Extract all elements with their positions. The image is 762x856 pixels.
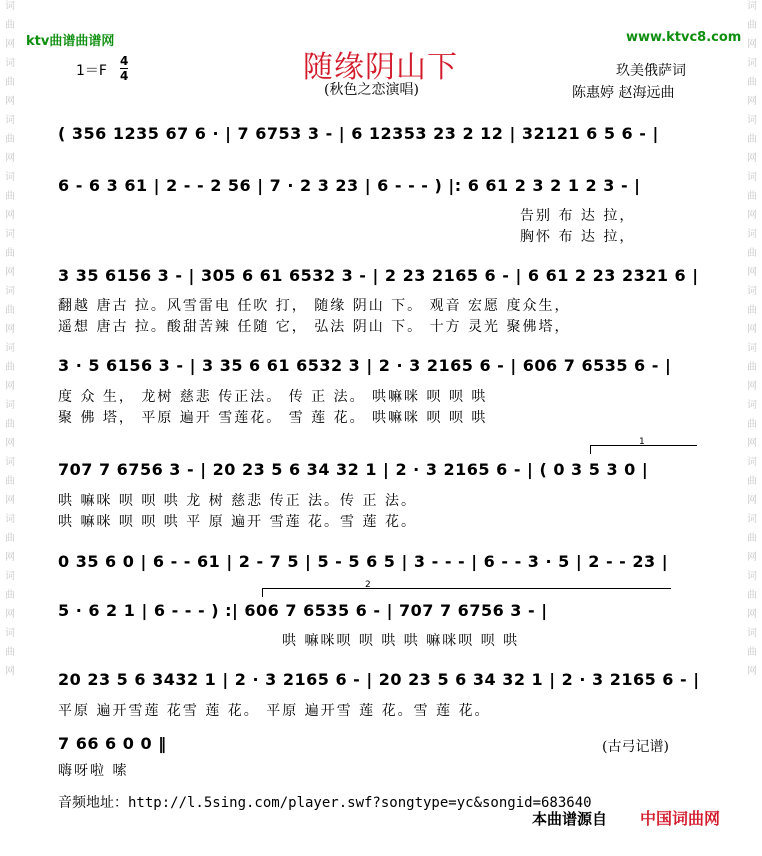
watermark-char: 词: [747, 457, 757, 468]
left-watermark-strip: [2, 0, 18, 684]
audio-label: 音频地址：: [58, 795, 128, 811]
lyric-row-2-verse-1: 告别 布 达 拉，: [520, 208, 636, 224]
watermark-char: 词: [5, 571, 15, 582]
watermark-char: 网: [5, 495, 15, 506]
audio-address: [58, 792, 592, 812]
watermark-char: 词: [5, 457, 15, 468]
performer-subtitle: (秋色之恋演唱): [324, 82, 419, 98]
watermark-char: 曲: [5, 248, 15, 259]
watermark-char: 网: [747, 495, 757, 506]
watermark-char: 曲: [747, 191, 757, 202]
watermark-char: 网: [5, 552, 15, 563]
watermark-char: 曲: [5, 419, 15, 430]
watermark-char: 词: [747, 343, 757, 354]
watermark-char: 词: [747, 115, 757, 126]
song-title: 随缘阴山下: [303, 50, 458, 85]
watermark-char: 词: [747, 229, 757, 240]
meter-bottom: 4: [120, 69, 129, 83]
watermark-char: 曲: [5, 134, 15, 145]
watermark-char: 词: [5, 514, 15, 525]
watermark-char: 曲: [747, 77, 757, 88]
score-row-1: ( 356 1235 67 6 · | 7 6753 3 - | 6 12353 23 2 12 | 32121 6 5 6 - |: [58, 124, 659, 143]
watermark-char: 网: [5, 324, 15, 335]
watermark-char: 曲: [5, 476, 15, 487]
lyric-row-3-verse-1: 翻越 唐古 拉。风雪雷电 任吹 打， 随缘 阴山 下。 观音 宏愿 度众生，: [58, 298, 571, 314]
watermark-char: 词: [5, 286, 15, 297]
watermark-char: 曲: [5, 305, 15, 316]
watermark-char: 词: [5, 58, 15, 69]
watermark-char: 网: [747, 267, 757, 278]
lyric-row-5-verse-2: 哄 嘛咪 呗 呗 哄 平 原 遍开 雪莲 花。雪 莲 花。: [58, 514, 417, 530]
watermark-char: 词: [5, 343, 15, 354]
first-ending-bracket: [590, 437, 697, 454]
watermark-char: 曲: [747, 20, 757, 31]
lyric-row-8: 平原 遍开雪莲 花雪 莲 花。 平原 遍开雪 莲 花。雪 莲 花。: [58, 703, 491, 719]
watermark-char: 网: [747, 324, 757, 335]
watermark-char: 网: [747, 666, 757, 677]
watermark-char: 词: [747, 58, 757, 69]
second-ending-bracket: [262, 580, 671, 597]
watermark-char: 网: [747, 96, 757, 107]
lyricist-credit: 玖美俄萨词: [616, 63, 686, 79]
watermark-char: 词: [5, 115, 15, 126]
source-site-logo[interactable]: 中国词曲网: [640, 809, 721, 828]
time-signature: [120, 55, 128, 82]
lyric-row-4-verse-2: 聚 佛 塔， 平原 遍开 雪莲花。 雪 莲 花。 哄嘛咪 呗 呗 哄: [58, 410, 488, 426]
site-watermark-right: www.ktvc8.com: [626, 30, 742, 45]
watermark-char: 词: [747, 1, 757, 12]
watermark-char: 词: [747, 400, 757, 411]
score-row-5: 707 7 6756 3 - | 20 23 5 6 34 32 1 | 2 · 3 2165 6 - | ( 0 3 5 3 0 |: [58, 460, 649, 479]
watermark-char: 网: [5, 381, 15, 392]
lyric-row-7: 哄 嘛咪呗 呗 哄 哄 嘛咪呗 呗 哄: [282, 633, 520, 649]
watermark-char: 网: [747, 39, 757, 50]
watermark-char: 词: [5, 172, 15, 183]
score-row-8: 20 23 5 6 3432 1 | 2 · 3 2165 6 - | 20 23 5 6 34 32 1 | 2 · 3 2165 6 - |: [58, 670, 700, 689]
first-ending-number: 1: [639, 437, 645, 447]
lyric-row-9: 嗨呀啦 嗦: [58, 763, 129, 779]
transcriber-credit: (古弓记谱): [602, 739, 669, 755]
watermark-char: 网: [5, 609, 15, 620]
watermark-char: 曲: [747, 533, 757, 544]
lyric-row-4-verse-1: 度 众 生， 龙树 慈悲 传正法。 传 正 法。 哄嘛咪 呗 呗 哄: [58, 389, 488, 405]
audio-url-link[interactable]: http://l.5sing.com/player.swf?songtype=yc&songid=683640: [128, 795, 592, 811]
watermark-char: 网: [5, 666, 15, 677]
watermark-char: 词: [5, 1, 15, 12]
watermark-char: 曲: [5, 77, 15, 88]
watermark-char: 网: [5, 210, 15, 221]
watermark-char: 网: [5, 153, 15, 164]
watermark-char: 网: [5, 39, 15, 50]
watermark-char: 曲: [5, 20, 15, 31]
watermark-char: 网: [747, 438, 757, 449]
watermark-char: 词: [747, 628, 757, 639]
watermark-char: 曲: [5, 191, 15, 202]
watermark-char: 词: [747, 514, 757, 525]
watermark-char: 曲: [747, 134, 757, 145]
key-signature: 1＝F: [76, 63, 107, 79]
watermark-char: 词: [5, 400, 15, 411]
watermark-char: 曲: [747, 476, 757, 487]
watermark-char: 词: [5, 628, 15, 639]
score-row-4: 3 · 5 6156 3 - | 3 35 6 61 6532 3 | 2 · 3 2165 6 - | 606 7 6535 6 - |: [58, 356, 672, 375]
lyric-row-5-verse-1: 哄 嘛咪 呗 呗 哄 龙 树 慈悲 传正 法。传 正 法。: [58, 493, 417, 509]
second-ending-number: 2: [365, 580, 371, 590]
watermark-char: 网: [747, 153, 757, 164]
watermark-char: 网: [5, 267, 15, 278]
watermark-char: 网: [5, 96, 15, 107]
watermark-char: 词: [747, 172, 757, 183]
watermark-char: 曲: [5, 590, 15, 601]
score-row-2: 6 - 6 3 61 | 2 - - 2 56 | 7 · 2 3 23 | 6 - - - ) |: 6 61 2 3 2 1 2 3 - |: [58, 176, 641, 195]
composer-credit: 陈惠婷 赵海远曲: [572, 85, 675, 101]
score-row-7: 5 · 6 2 1 | 6 - - - ) :| 606 7 6535 6 - | 707 7 6756 3 - |: [58, 601, 548, 620]
watermark-char: 词: [5, 229, 15, 240]
source-label: 本曲谱源自: [532, 810, 608, 828]
score-row-3: 3 35 6156 3 - | 305 6 61 6532 3 - | 2 23 2165 6 - | 6 61 2 23 2321 6 |: [58, 266, 699, 285]
watermark-char: 网: [747, 210, 757, 221]
watermark-char: 曲: [747, 248, 757, 259]
lyric-row-3-verse-2: 遥想 唐古 拉。酸甜苦辣 任随 它， 弘法 阴山 下。 十方 灵光 聚佛塔，: [58, 319, 571, 335]
watermark-char: 曲: [747, 590, 757, 601]
watermark-char: 曲: [5, 533, 15, 544]
watermark-char: 网: [747, 381, 757, 392]
lyric-row-2-verse-2: 胸怀 布 达 拉，: [520, 229, 636, 245]
right-watermark-strip: [744, 0, 760, 684]
watermark-char: 曲: [747, 419, 757, 430]
watermark-char: 曲: [747, 647, 757, 658]
watermark-char: 曲: [5, 362, 15, 373]
watermark-char: 网: [747, 552, 757, 563]
watermark-char: 曲: [747, 362, 757, 373]
watermark-char: 词: [747, 571, 757, 582]
site-watermark-left: ktv曲谱曲谱网: [26, 34, 115, 49]
meter-top: 4: [120, 54, 129, 68]
watermark-char: 曲: [5, 647, 15, 658]
watermark-char: 网: [5, 438, 15, 449]
score-row-9: 7 66 6 0 0 ‖: [58, 734, 167, 753]
watermark-char: 网: [747, 609, 757, 620]
score-row-6: 0 35 6 0 | 6 - - 61 | 2 - 7 5 | 5 - 5 6 5 | 3 - - - | 6 - - 3 · 5 | 2 - - 23 |: [58, 552, 669, 571]
watermark-char: 曲: [747, 305, 757, 316]
watermark-char: 词: [747, 286, 757, 297]
